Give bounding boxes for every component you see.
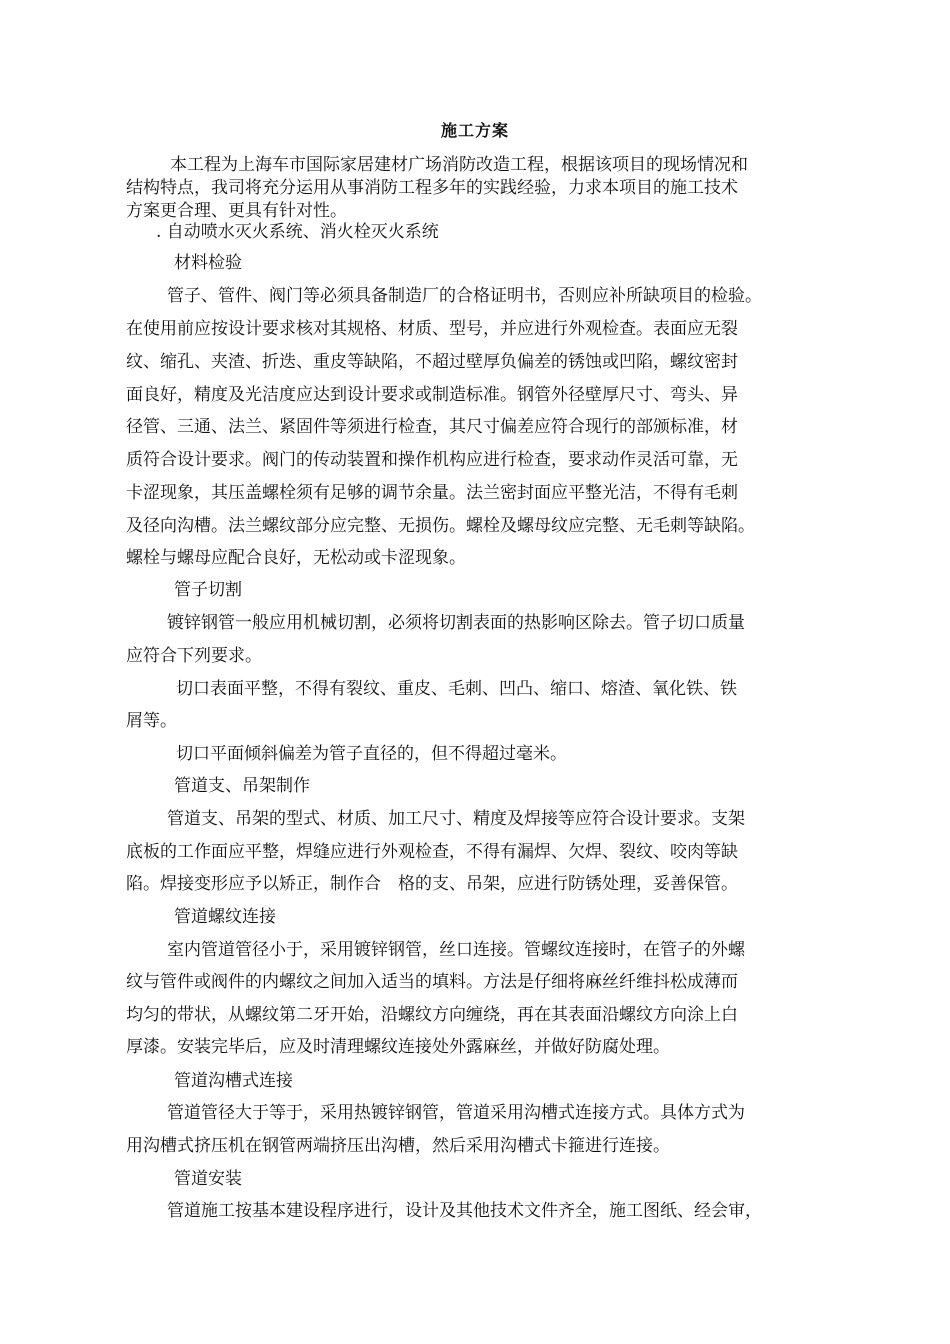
paragraph-line: 管子、管件、阀门等必须具备制造厂的合格证明书，否则应补所缺项目的检验。 (167, 286, 762, 306)
intro-line-2: 结构特点，我司将充分运用从事消防工程多年的实践经验，力求本项目的施工技术 (126, 178, 738, 198)
paragraph-line: 屑等。 (126, 711, 177, 731)
intro-line-3: 方案更合理、更具有针对性。 (126, 201, 347, 221)
paragraph-line: 镀锌钢管一般应用机械切割，必须将切割表面的热影响区除去。管子切口质量 (167, 613, 745, 633)
paragraph-line: 及径向沟槽。法兰螺纹部分应完整、无损伤。螺栓及螺母纹应完整、无毛刺等缺陷。 (126, 516, 755, 536)
paragraph-line: 面良好，精度及光洁度应达到设计要求或制造标准。钢管外径壁厚尺寸、弯头、异 (126, 385, 738, 405)
paragraph-line: 质符合设计要求。阀门的传动装置和操作机构应进行检查，要求动作灵活可靠，无 (126, 450, 738, 470)
paragraph-line: 切口平面倾斜偏差为管子直径的，但不得超过毫米。 (176, 744, 567, 764)
section-heading-pipe-cutting: 管子切割 (174, 580, 242, 600)
section-heading-thread-connection: 管道螺纹连接 (174, 907, 276, 927)
paragraph-line: 室内管道管径小于，采用镀锌钢管，丝口连接。管螺纹连接时，在管子的外螺 (167, 940, 745, 960)
paragraph-line: 底板的工作面应平整，焊缝应进行外观检查，不得有漏焊、欠焊、裂纹、咬肉等缺 (126, 842, 738, 862)
paragraph-line: 用沟槽式挤压机在钢管两端挤压出沟槽，然后采用沟槽式卡箍进行连接。 (126, 1136, 670, 1156)
paragraph-line: 均匀的带状，从螺纹第二牙开始，沿螺纹方向缠绕，再在其表面沿螺纹方向涂上白 (126, 1005, 738, 1025)
section-heading-material-check: 材料检验 (174, 253, 242, 273)
paragraph-line: 厚漆。安装完毕后，应及时清理螺纹连接处外露麻丝，并做好防腐处理。 (126, 1037, 670, 1057)
paragraph-line: 螺栓与螺母应配合良好，无松动或卡涩现象。 (126, 548, 466, 568)
paragraph-line: 管道管径大于等于，采用热镀锌钢管，管道采用沟槽式连接方式。具体方式为 (167, 1103, 745, 1123)
paragraph-line: 卡涩现象，其压盖螺栓须有足够的调节余量。法兰密封面应平整光洁，不得有毛刺 (126, 483, 738, 503)
system-heading: . 自动喷水灭火系统、消火栓灭火系统 (156, 222, 439, 242)
paragraph-line: 陷。焊接变形应予以矫正，制作合 格的支、吊架，应进行防锈处理，妥善保管。 (126, 874, 738, 894)
document-title: 施工方案 (440, 121, 509, 140)
paragraph-line: 切口表面平整，不得有裂纹、重皮、毛刺、凹凸、缩口、熔渣、氧化铁、铁 (176, 679, 737, 699)
section-heading-support-fabrication: 管道支、吊架制作 (174, 776, 310, 796)
paragraph-line: 应符合下列要求。 (126, 646, 262, 666)
section-heading-groove-connection: 管道沟槽式连接 (174, 1071, 293, 1091)
paragraph-line: 在使用前应按设计要求核对其规格、材质、型号，并应进行外观检查。表面应无裂 (126, 319, 738, 339)
paragraph-line: 径管、三通、法兰、紧固件等须进行检查，其尺寸偏差应符合现行的部颁标准，材 (126, 417, 738, 437)
paragraph-line: 纹、缩孔、夹渣、折迭、重皮等缺陷，不超过壁厚负偏差的锈蚀或凹陷，螺纹密封 (126, 352, 738, 372)
paragraph-line: 纹与管件或阀件的内螺纹之间加入适当的填料。方法是仔细将麻丝纤维抖松成薄而 (126, 972, 738, 992)
paragraph-line: 管道施工按基本建设程序进行，设计及其他技术文件齐全，施工图纸、经会审， (167, 1201, 762, 1221)
paragraph-line: 管道支、吊架的型式、材质、加工尺寸、精度及焊接等应符合设计要求。支架 (167, 809, 745, 829)
intro-line-1: 本工程为上海车市国际家居建材广场消防改造工程，根据该项目的现场情况和 (170, 155, 748, 175)
section-heading-pipe-installation: 管道安装 (174, 1169, 242, 1189)
